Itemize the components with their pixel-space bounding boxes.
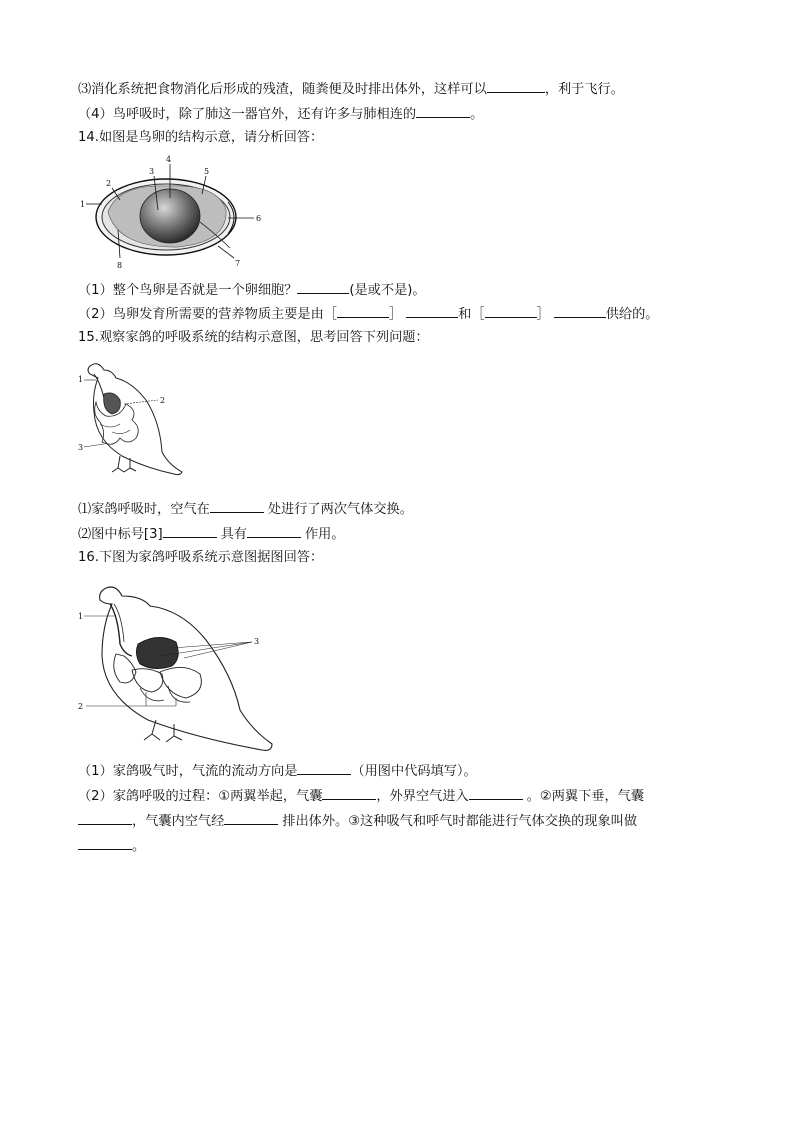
q16-sub-2-end: 。 bbox=[78, 836, 145, 856]
answer-blank[interactable] bbox=[297, 280, 349, 294]
air-sac-front bbox=[114, 654, 136, 683]
egg-label-6: 6 bbox=[256, 214, 262, 223]
pigeon-respiratory-diagram-large bbox=[76, 574, 276, 754]
answer-blank[interactable] bbox=[78, 836, 132, 850]
egg-label-5: 5 bbox=[204, 167, 210, 176]
pigeon-small-label-1: 1 bbox=[78, 375, 84, 384]
pigeon-large-label-2: 2 bbox=[78, 702, 84, 711]
q13-line-4: （4）鸟呼吸时，除了肺这一器官外，还有许多与肺相连的 。 bbox=[78, 104, 483, 124]
answer-blank[interactable] bbox=[322, 786, 376, 800]
q15-sub-2: ⑵图中标号[3] 具有 作用。 bbox=[78, 524, 345, 544]
egg-label-2: 2 bbox=[106, 179, 112, 188]
egg-label-8: 8 bbox=[117, 261, 123, 270]
answer-blank[interactable] bbox=[469, 786, 523, 800]
pigeon-large-label-3: 3 bbox=[254, 637, 260, 646]
air-sac-middle bbox=[132, 669, 163, 692]
q16-sub-1: （1）家鸽吸气时，气流的流动方向是 （用图中代码填写）。 bbox=[78, 761, 477, 781]
answer-blank[interactable] bbox=[210, 499, 264, 513]
pigeon-small-label-2: 2 bbox=[160, 396, 166, 405]
pigeon-outline bbox=[88, 364, 182, 475]
answer-blank[interactable] bbox=[297, 761, 351, 775]
q16-title: 16.下图为家鸽呼吸系统示意图据图回答： bbox=[78, 550, 324, 565]
q14-title: 14.如图是鸟卵的结构示意，请分析回答： bbox=[78, 130, 324, 145]
answer-blank[interactable] bbox=[487, 79, 545, 93]
answer-blank[interactable] bbox=[247, 524, 301, 538]
answer-blank[interactable] bbox=[163, 524, 217, 538]
answer-blank[interactable] bbox=[78, 811, 132, 825]
pigeon-large-label-1: 1 bbox=[78, 612, 84, 621]
answer-blank[interactable] bbox=[416, 104, 470, 118]
pigeon-outline bbox=[100, 587, 272, 750]
legs bbox=[112, 456, 136, 472]
q13-line-3: ⑶消化系统把食物消化后形成的残渣，随粪便及时排出体外，这样可以 ，利于飞行。 bbox=[78, 79, 624, 99]
egg-label-1: 1 bbox=[80, 200, 86, 209]
trachea bbox=[110, 604, 132, 656]
air-sac-low bbox=[140, 686, 190, 702]
pigeon-respiratory-diagram-small bbox=[76, 352, 186, 477]
lung bbox=[104, 393, 121, 414]
bird-egg-diagram bbox=[78, 152, 268, 272]
answer-blank[interactable] bbox=[337, 304, 389, 318]
q15-title: 15.观察家鸽的呼吸系统的结构示意图，思考回答下列问题： bbox=[78, 330, 429, 345]
q16-sub-2: （2）家鸽呼吸的过程：①两翼举起，气囊 ，外界空气进入 。②两翼下垂，气囊 bbox=[78, 786, 644, 806]
egg-label-4: 4 bbox=[166, 155, 172, 164]
pigeon-small-label-3: 3 bbox=[78, 443, 84, 452]
answer-blank[interactable] bbox=[224, 811, 278, 825]
answer-blank[interactable] bbox=[485, 304, 537, 318]
q16-sub-2-cont: ，气囊内空气经 排出体外。③这种吸气和呼气时都能进行气体交换的现象叫做 bbox=[78, 811, 637, 831]
q14-sub-2: （2）鸟卵发育所需要的营养物质主要是由［ ］ 和［ ］ 供给的。 bbox=[78, 304, 658, 324]
egg-label-3: 3 bbox=[149, 167, 155, 176]
q15-sub-1: ⑴家鸽呼吸时，空气在 处进行了两次气体交换。 bbox=[78, 499, 413, 519]
air-sac-rear bbox=[160, 667, 201, 698]
lung bbox=[136, 637, 178, 668]
answer-blank[interactable] bbox=[406, 304, 458, 318]
legs bbox=[144, 720, 182, 742]
egg-label-7: 7 bbox=[235, 259, 241, 268]
q14-sub-1: （1）整个鸟卵是否就是一个卵细胞？ (是或不是)。 bbox=[78, 280, 426, 300]
answer-blank[interactable] bbox=[554, 304, 606, 318]
